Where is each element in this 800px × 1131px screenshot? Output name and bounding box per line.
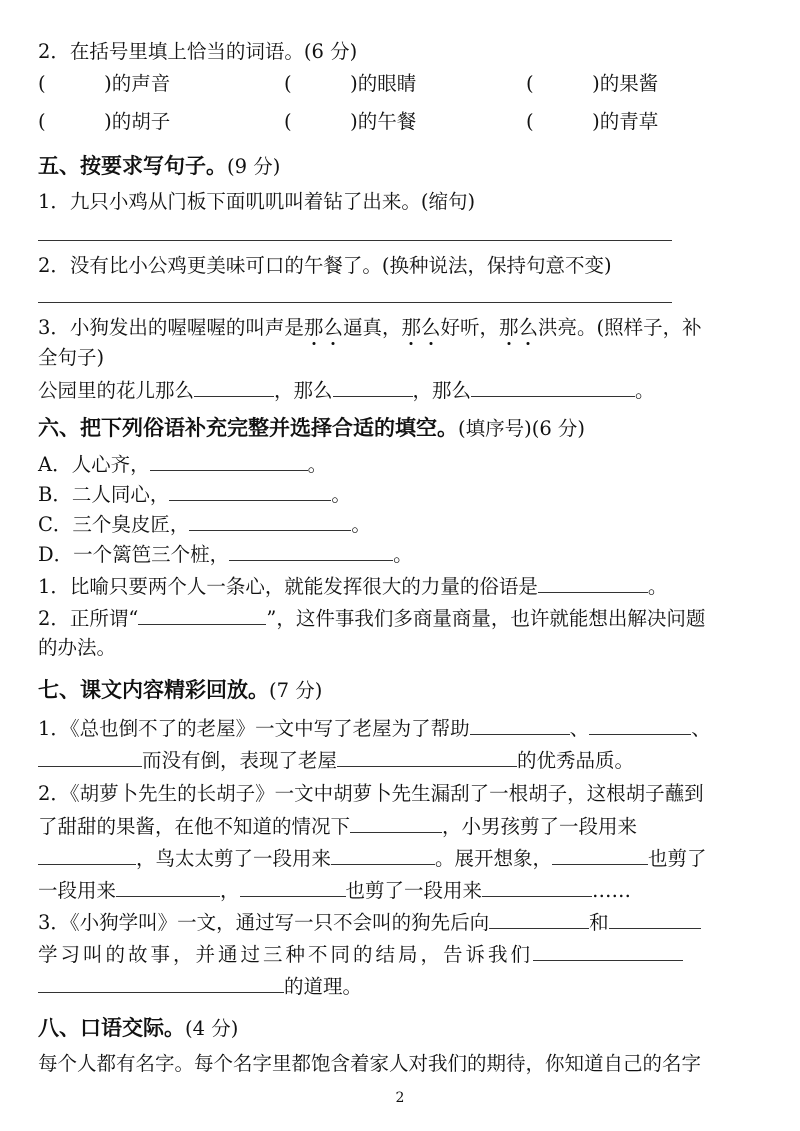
- s6-option-d-text: D．一个篱笆三个桩，: [38, 543, 230, 566]
- s5-q3-text-c: 好听，: [440, 316, 500, 339]
- section-8-heading: [38, 1016, 238, 1041]
- period: 。: [647, 575, 668, 598]
- period: 。: [393, 543, 413, 566]
- answer-blank[interactable]: [470, 716, 570, 735]
- period: 。: [331, 483, 351, 506]
- q2-item-beard: ( )的胡子: [38, 110, 171, 133]
- s6-q1-text: 1．比喻只要两个人一条心，就能发挥很大的力量的俗语是: [38, 575, 538, 598]
- section-8-score: (4 分): [185, 1017, 239, 1040]
- q2-row-2: [38, 110, 766, 134]
- emphasis-char: 那: [499, 316, 519, 339]
- answer-blank[interactable]: [38, 846, 136, 865]
- section-8-title: 八、口语交际。: [38, 1016, 185, 1040]
- q2-item-grass: ( )的青草: [526, 110, 659, 133]
- section-7-title: 七、课文内容精彩回放。: [38, 678, 269, 702]
- s5-q3-pattern: [38, 378, 655, 403]
- answer-blank[interactable]: [169, 482, 331, 501]
- s7-q3-line-3: [38, 974, 362, 999]
- section-6-score: (填序号)(6 分): [458, 417, 586, 440]
- s6-option-a-text: A．人心齐，: [38, 453, 150, 476]
- s6-q2-text-b: ”，这件事我们多商量商量，也许就能想出解决问题: [266, 607, 706, 630]
- s7-q3-line-2: [38, 942, 683, 967]
- s5-q1-answer-line[interactable]: [38, 240, 672, 241]
- q2-title: 2．在括号里填上恰当的词语。(6 分): [38, 40, 358, 63]
- s7-q2-text-c: ，鸟太太剪了一段用来: [136, 847, 332, 870]
- s7-q2-text-a: 了甜甜的果酱，在他不知道的情况下: [38, 815, 351, 838]
- s7-q1-text-c: 的优秀品质。: [517, 749, 635, 772]
- answer-blank[interactable]: [150, 452, 308, 471]
- s7-q2-text-h: 也剪了一段用来: [345, 879, 483, 902]
- answer-blank[interactable]: [482, 878, 592, 897]
- s7-q1-text-b: 而没有倒，表现了老屋: [142, 749, 338, 772]
- answer-blank[interactable]: [189, 512, 351, 531]
- s5-q1: 1．九只小鸡从门板下面叽叽叫着钻了出来。(缩句): [38, 190, 476, 213]
- s7-q3-text-b2: 学习叫的故事，并通过三种不同的结局，告诉我们: [38, 943, 534, 966]
- page-number: 2: [395, 1090, 405, 1106]
- q2-item-eyes: ( )的眼睛: [284, 72, 417, 95]
- s6-option-b: [38, 482, 351, 507]
- s6-q1: [38, 574, 667, 599]
- s5-q3-pattern-c: ，那么: [412, 379, 472, 402]
- answer-blank[interactable]: [533, 942, 683, 961]
- s6-option-b-text: B．二人同心，: [38, 483, 170, 506]
- s6-q2-line-2: 的办法。: [38, 636, 117, 659]
- emphasis-char: 么: [420, 316, 441, 339]
- q2-item-voice: ( )的声音: [38, 72, 171, 95]
- s7-q1-text-a: 1．《总也倒不了的老屋》一文中写了老屋为了帮助: [38, 717, 470, 740]
- section-6-title: 六、把下列俗语补充完整并选择合适的填空。: [38, 416, 458, 440]
- s6-option-d: [38, 542, 413, 567]
- s5-q3-text-a: 3．小狗发出的喔喔喔的叫声是: [38, 316, 304, 339]
- q2-item-lunch: ( )的午餐: [284, 110, 417, 133]
- period: 。: [307, 453, 328, 476]
- answer-blank[interactable]: [552, 846, 648, 865]
- period: 。: [351, 513, 371, 536]
- answer-blank[interactable]: [350, 814, 442, 833]
- emphasis-char: 那: [303, 316, 324, 339]
- section-5-title: 五、按要求写句子。: [38, 154, 227, 178]
- emphasis-char: 那: [401, 316, 421, 339]
- q2-row-1: [38, 72, 766, 96]
- emphasis-char: 么: [323, 316, 343, 339]
- s7-q2-line-1: 2．《胡萝卜先生的长胡子》一文中胡萝卜先生漏刮了一根胡子，这根胡子蘸到: [38, 782, 704, 805]
- s5-q3-text-e: 洪亮。(照样子，补: [538, 316, 702, 339]
- s7-q2-text-f: 一段用来: [38, 879, 117, 902]
- s6-q2: [38, 606, 705, 631]
- s7-q3-line-1: [38, 910, 701, 935]
- section-7-score: (7 分): [269, 679, 323, 702]
- s5-q3-pattern-a: 公园里的花儿那么: [38, 379, 195, 402]
- s7-q2-line-4: [38, 878, 631, 903]
- s7-q2-line-2: [38, 814, 637, 839]
- s7-q3-text-c: 的道理。: [284, 975, 363, 998]
- s6-q2-text-a: 2．正所谓“: [38, 607, 139, 630]
- answer-blank[interactable]: [333, 378, 413, 397]
- s7-q2-line-3: [38, 846, 707, 871]
- answer-blank[interactable]: [229, 542, 393, 561]
- answer-blank[interactable]: [337, 748, 517, 767]
- s7-q3-text-a: 3．《小狗学叫》一文，通过写一只不会叫的狗先后向: [38, 911, 490, 934]
- s5-q3-line-2: 全句子): [38, 346, 105, 369]
- s5-q3-pattern-d: 。: [635, 379, 655, 402]
- s7-q1-line-2: [38, 748, 634, 773]
- emphasis-char: 么: [518, 316, 539, 339]
- answer-blank[interactable]: [116, 878, 220, 897]
- answer-blank[interactable]: [471, 378, 635, 397]
- s7-q2-text-d: 。展开想象，: [435, 847, 553, 870]
- s5-q3-pattern-b: ，那么: [274, 379, 333, 402]
- answer-blank[interactable]: [38, 748, 142, 767]
- q2-item-jam: ( )的果酱: [526, 72, 659, 95]
- s5-q3-text-b: 逼真，: [342, 316, 402, 339]
- s5-q2: 2．没有比小公鸡更美味可口的午餐了。(换种说法，保持句意不变): [38, 254, 612, 277]
- separator: 、: [691, 717, 711, 740]
- s6-option-c: [38, 512, 371, 537]
- s7-q2-text-b: ，小男孩剪了一段用来: [442, 815, 638, 838]
- s7-q3-text-b: 和: [589, 911, 609, 934]
- s8-text: 每个人都有名字。每个名字里都饱含着家人对我们的期待，你知道自己的名字: [38, 1052, 702, 1075]
- answer-blank[interactable]: [240, 878, 346, 897]
- section-7-heading: [38, 678, 322, 703]
- section-5-score: (9 分): [227, 155, 281, 178]
- s5-q3-line-1: [38, 316, 702, 340]
- answer-blank[interactable]: [489, 910, 589, 929]
- separator: 、: [569, 717, 590, 740]
- answer-blank[interactable]: [609, 910, 701, 929]
- section-6-heading: [38, 416, 585, 441]
- ellipsis: ……: [592, 879, 632, 902]
- s5-q2-answer-line[interactable]: [38, 302, 672, 303]
- answer-blank[interactable]: [331, 846, 435, 865]
- answer-blank[interactable]: [138, 606, 266, 625]
- s6-option-a: [38, 452, 327, 477]
- s7-q2-text-e: 也剪了: [648, 847, 707, 870]
- s7-q2-text-g: ，: [220, 879, 240, 902]
- answer-blank[interactable]: [38, 974, 284, 993]
- answer-blank[interactable]: [538, 574, 648, 593]
- answer-blank[interactable]: [194, 378, 274, 397]
- s6-option-c-text: C．三个臭皮匠，: [38, 513, 190, 536]
- answer-blank[interactable]: [589, 716, 691, 735]
- section-5-heading: [38, 154, 280, 179]
- s7-q1-line-1: [38, 716, 711, 741]
